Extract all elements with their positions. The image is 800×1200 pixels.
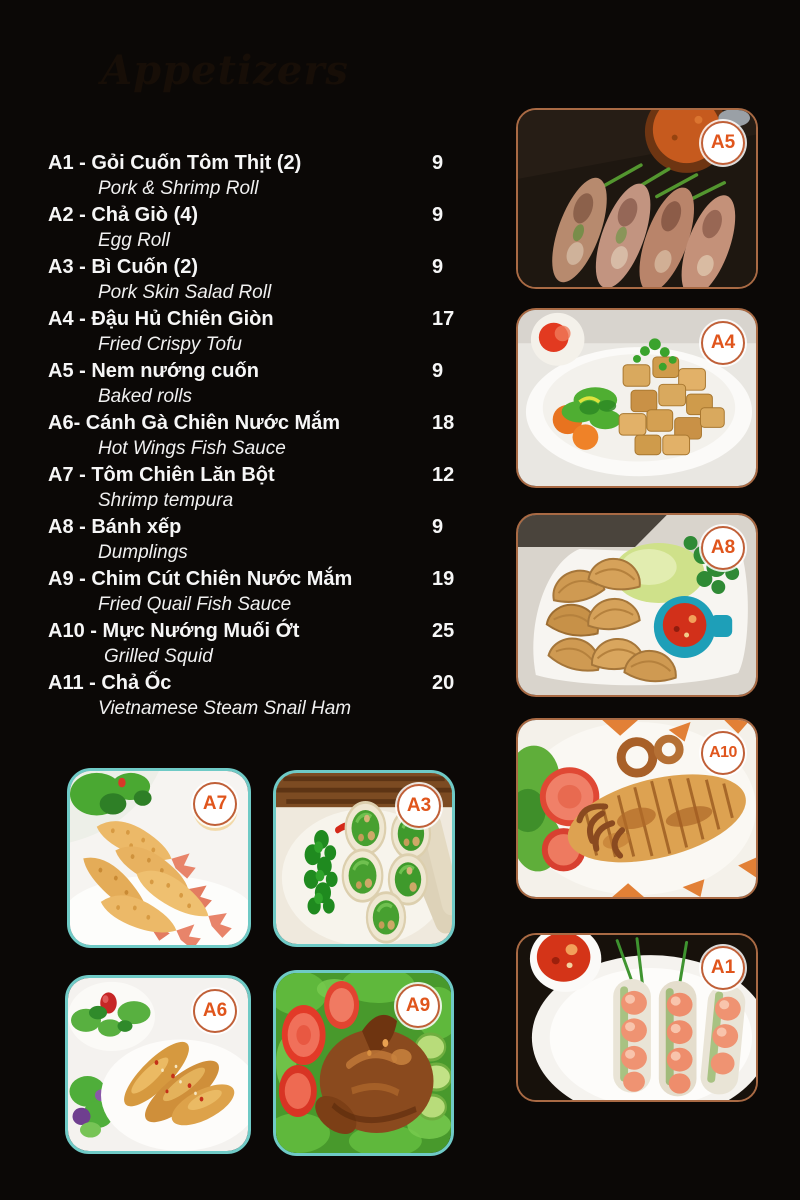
- item-price: 20: [432, 672, 455, 694]
- photo-card-a3: [273, 770, 455, 947]
- item-price: 17: [432, 308, 455, 330]
- badge-label: A4: [710, 332, 736, 353]
- badge-a4: [701, 321, 745, 365]
- item-name: A8 - Bánh xếp: [48, 516, 182, 538]
- photo-card-a7: [67, 768, 251, 948]
- item-description: Pork Skin Salad Roll: [98, 282, 272, 303]
- item-price: 9: [432, 256, 444, 278]
- item-description: Vietnamese Steam Snail Ham: [98, 698, 352, 719]
- item-name: A9 - Chim Cút Chiên Nước Mắm: [48, 568, 353, 590]
- photo-card-a6: [65, 975, 251, 1154]
- badge-a3: [397, 784, 441, 828]
- menu-item-a9: [48, 566, 458, 618]
- badge-a8: [701, 526, 745, 570]
- item-description: Pork & Shrimp Roll: [98, 178, 259, 199]
- menu-item-a11: [48, 670, 458, 722]
- menu-item-a1: [48, 150, 458, 202]
- item-price: 12: [432, 464, 455, 486]
- menu-item-a7: [48, 462, 458, 514]
- photo-card-a4: [516, 308, 758, 488]
- item-price: 9: [432, 204, 444, 226]
- badge-label: A5: [710, 132, 736, 153]
- menu-item-a3: [48, 254, 458, 306]
- item-price: 18: [432, 412, 455, 434]
- item-description: Grilled Squid: [104, 646, 213, 667]
- badge-a5: [701, 121, 745, 165]
- item-description: Shrimp tempura: [98, 490, 234, 511]
- menu-item-a4: [48, 306, 458, 358]
- item-price: 9: [432, 360, 444, 382]
- badge-a9: [396, 984, 440, 1028]
- menu-list: [48, 150, 458, 722]
- badge-label: A6: [202, 1000, 228, 1021]
- badge-a1: [701, 946, 745, 990]
- photo-card-a9: [273, 970, 454, 1156]
- item-name: A6- Cánh Gà Chiên Nước Mắm: [48, 412, 341, 434]
- item-name: A11 - Chả Ốc: [48, 672, 172, 694]
- menu-item-a8: [48, 514, 458, 566]
- badge-a7: [193, 782, 237, 826]
- badge-label: A3: [406, 795, 432, 816]
- item-name: A2 - Chả Giò (4): [48, 204, 199, 226]
- item-name: A10 - Mực Nướng Muối Ớt: [48, 620, 300, 642]
- badge-a10: [701, 731, 745, 775]
- item-name: A7 - Tôm Chiên Lăn Bột: [48, 464, 275, 486]
- item-description: Fried Quail Fish Sauce: [98, 594, 292, 615]
- badge-label: A8: [710, 537, 736, 558]
- item-name: A4 - Đậu Hủ Chiên Giòn: [48, 308, 274, 330]
- item-name: A3 - Bì Cuốn (2): [48, 256, 198, 278]
- section-header-pill: [72, 45, 378, 102]
- photo-card-a5: [516, 108, 758, 289]
- menu-item-a2: [48, 202, 458, 254]
- badge-label: A9: [405, 995, 431, 1016]
- item-price: 9: [432, 152, 444, 174]
- badge-label: A10: [709, 744, 737, 761]
- menu-item-a6: [48, 410, 458, 462]
- badge-label: A1: [710, 957, 736, 978]
- item-description: Dumplings: [98, 542, 188, 563]
- photo-card-a8: [516, 513, 758, 697]
- item-description: Baked rolls: [98, 386, 192, 407]
- item-description: Egg Roll: [98, 230, 170, 251]
- item-description: Fried Crispy Tofu: [98, 334, 242, 355]
- item-name: A1 - Gỏi Cuốn Tôm Thịt (2): [48, 152, 302, 174]
- item-description: Hot Wings Fish Sauce: [98, 438, 286, 459]
- photo-card-a1: [516, 933, 758, 1102]
- section-title: Appetizers: [101, 47, 349, 94]
- item-price: 19: [432, 568, 455, 590]
- badge-a6: [193, 989, 237, 1033]
- photo-card-a10: [516, 718, 758, 899]
- item-price: 25: [432, 620, 455, 642]
- menu-item-a5: [48, 358, 458, 410]
- item-price: 9: [432, 516, 444, 538]
- menu-item-a10: [48, 618, 458, 670]
- badge-label: A7: [202, 793, 228, 814]
- item-name: A5 - Nem nướng cuốn: [48, 360, 259, 382]
